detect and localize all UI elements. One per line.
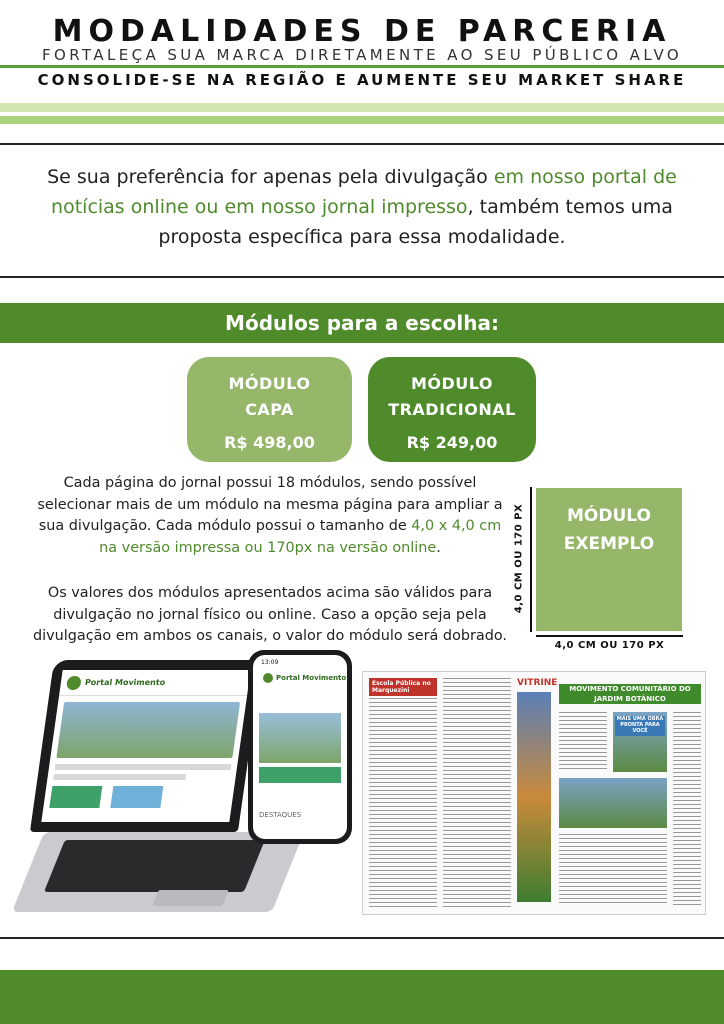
module-card-line1: MÓDULO	[228, 374, 311, 393]
module-card-tradicional	[368, 357, 536, 462]
phone-site-header	[263, 673, 346, 683]
paper-banner: MOVIMENTO COMUNITÁRIO DO JARDIM BOTÂNICO	[559, 684, 701, 704]
page-subtitle: FORTALEÇA SUA MARCA DIRETAMENTE AO SEU PÚBLICO ALVO	[41, 46, 683, 64]
module-card-line1: MÓDULO	[410, 374, 494, 393]
intro-part1: Se sua preferência for apenas pela divulgação	[47, 166, 494, 188]
height-dimension-label: 4,0 CM OU 170 PX	[513, 503, 525, 614]
paper-section-title: Escola Pública no Marquezini	[369, 678, 437, 696]
intro-text	[40, 162, 684, 252]
phone-time: 13:09	[261, 659, 279, 666]
site-header	[59, 670, 251, 696]
module-card-line2: TRADICIONAL	[388, 400, 516, 419]
module-card-name	[368, 371, 536, 423]
site-name: Portal Movimento	[84, 678, 166, 687]
site-text-line	[55, 764, 232, 770]
site-hero-image	[56, 702, 240, 758]
module-details-text	[30, 473, 510, 559]
width-dimension-line	[536, 635, 683, 637]
details-part2: .	[436, 539, 441, 556]
paper-column	[443, 678, 511, 908]
module-card-price: R$ 498,00	[224, 433, 315, 452]
portal-logo-icon	[263, 673, 273, 683]
height-dimension-line	[530, 487, 532, 632]
details-part1: Cada página do jornal possui 18 módulos, sendo possível selecionar mais de um módulo na mesma página para ampliar a sua divulgação. Cada módulo possui o tamanho de	[37, 475, 503, 534]
tagline: CONSOLIDE-SE NA REGIÃO E AUMENTE SEU MARKET SHARE	[37, 71, 687, 89]
portal-logo-icon	[66, 676, 82, 690]
paper-column	[559, 712, 607, 772]
paper-column	[369, 698, 437, 908]
phone-mockup	[248, 650, 352, 844]
phone-screen	[253, 655, 347, 839]
footer-band	[0, 970, 724, 1024]
decorative-stripe	[0, 103, 724, 112]
example-line1: MÓDULO	[567, 506, 651, 526]
module-card-capa	[187, 357, 352, 462]
module-card-name	[187, 371, 352, 423]
paper-column	[673, 712, 701, 908]
site-text-line	[53, 774, 185, 780]
paper-vitrine-title: VITRINE	[517, 678, 558, 688]
laptop-mockup	[30, 660, 262, 832]
details-highlight: 4,0 x 4,0 cm na versão impressa ou 170px na versão online	[99, 518, 502, 556]
pricing-note-text: Os valores dos módulos apresentados acima são válidos para divulgação no jornal físico ou online. Caso a opção seja pela divulgação em ambos os canais, o valor do módulo será dobrado.	[32, 585, 508, 644]
trackpad	[152, 890, 228, 906]
paper-column	[559, 834, 667, 904]
modules-heading: Módulos para a escolha:	[225, 311, 499, 335]
newspaper-mockup	[362, 671, 706, 915]
example-module	[536, 488, 682, 631]
paper-ads-column	[517, 692, 551, 902]
page-title: MODALIDADES DE PARCERIA	[52, 14, 672, 49]
paper-photo	[559, 778, 667, 828]
phone-section-label: DESTAQUES	[259, 811, 302, 819]
laptop-base	[12, 832, 304, 912]
site-ad-module	[49, 786, 102, 808]
width-dimension-label: 4,0 CM OU 170 PX	[554, 640, 665, 651]
divider	[0, 276, 724, 278]
divider	[0, 65, 724, 68]
module-card-line2: CAPA	[245, 400, 294, 419]
phone-hero-image	[259, 713, 341, 763]
keyboard	[44, 840, 265, 892]
phone-ad-module	[259, 767, 341, 783]
intro-highlight: em nosso portal de notícias online ou em nosso jornal impresso	[51, 166, 677, 218]
example-line2: EXEMPLO	[563, 534, 655, 554]
site-name: Portal Movimento	[276, 674, 347, 682]
module-card-price: R$ 249,00	[406, 433, 498, 452]
intro-part2: , também temos uma proposta específica para essa modalidade.	[158, 196, 673, 248]
site-ad-module	[110, 786, 163, 808]
laptop-screen-content	[41, 670, 250, 822]
paper-headline: MAIS UMA OBRA PRONTA PARA VOCÊ	[616, 716, 664, 734]
divider	[0, 143, 724, 145]
divider	[0, 937, 724, 939]
decorative-stripe	[0, 116, 724, 124]
example-module-text	[536, 502, 682, 558]
